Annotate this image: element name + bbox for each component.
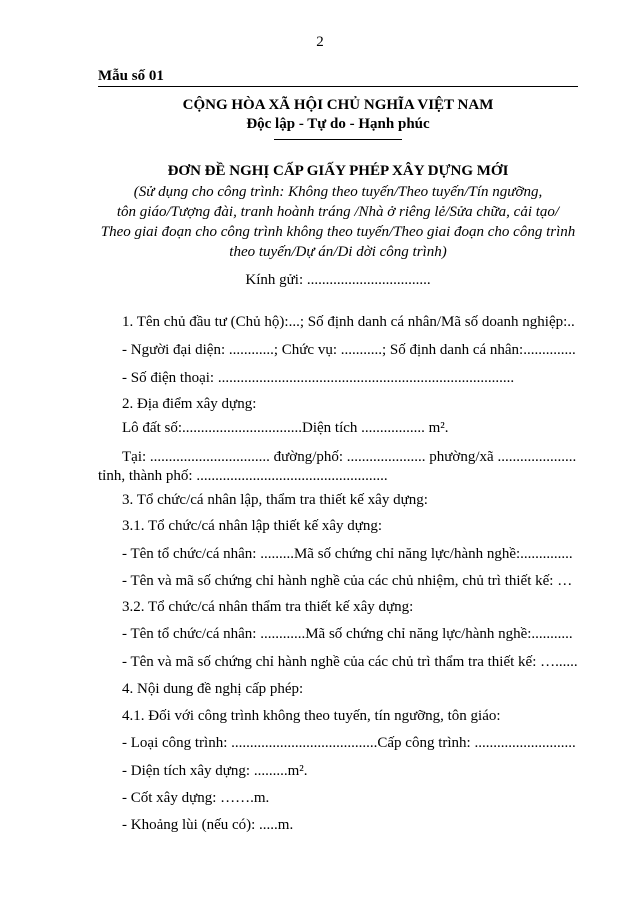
national-motto: Độc lập - Tự do - Hạnh phúc — [246, 116, 430, 132]
province-line: tỉnh, thành phố: ................................................... — [98, 468, 388, 484]
review-lead-line: - Tên và mã số chứng chỉ hành nghề của các chủ trì thẩm tra thiết kế: …...... — [122, 654, 578, 670]
national-title: CỘNG HÒA XÃ HỘI CHỦ NGHĨA VIỆT NAM — [182, 97, 494, 113]
construction-level-line: - Cốt xây dựng: …….m. — [122, 790, 270, 806]
reviewer-org-line: - Tên tổ chức/cá nhân: ............Mã số chứng chỉ năng lực/hành nghề:........... — [122, 626, 573, 642]
subtitle-line: tôn giáo/Tượng đài, tranh hoành tráng /Nhà ở riêng lẻ/Sửa chữa, cải tạo/ — [116, 204, 560, 220]
representative-line: - Người đại diện: ............; Chức vụ: ...........; Số định danh cá nhân:.............. — [122, 342, 576, 358]
design-lead-line: - Tên và mã số chứng chỉ hành nghề của các chủ nhiệm, chủ trì thiết kế: … — [122, 573, 573, 589]
section-4-heading: 4. Nội dung đề nghị cấp phép: — [122, 681, 304, 697]
section-3-heading: 3. Tổ chức/cá nhân lập, thẩm tra thiết kế xây dựng: — [122, 492, 428, 508]
lot-area-line: Lô đất số:................................Diện tích ................. m². — [122, 420, 449, 436]
document-subtitle — [0, 182, 640, 262]
setback-line: - Khoảng lùi (nếu có): .....m. — [122, 817, 294, 833]
phone-line: - Số điện thoại: ............................................................................... — [122, 370, 515, 386]
section-2-heading: 2. Địa điểm xây dựng: — [122, 396, 257, 412]
construction-area-line: - Diện tích xây dựng: .........m². — [122, 763, 308, 779]
recipient-line: Kính gửi: ................................. — [245, 272, 431, 288]
form-code: Mẫu số 01 — [98, 68, 164, 84]
investor-name-line: 1. Tên chủ đầu tư (Chủ hộ):...; Số định danh cá nhân/Mã số doanh nghiệp:.. — [122, 314, 575, 330]
header-divider — [98, 86, 578, 87]
motto-underline — [274, 139, 402, 140]
document-title: ĐƠN ĐỀ NGHỊ CẤP GIẤY PHÉP XÂY DỰNG MỚI — [167, 163, 509, 179]
page-number: 2 — [316, 34, 324, 50]
section-3-2-heading: 3.2. Tổ chức/cá nhân thẩm tra thiết kế xây dựng: — [122, 599, 414, 615]
section-4-1-heading: 4.1. Đối với công trình không theo tuyến, tín ngưỡng, tôn giáo: — [122, 708, 501, 724]
work-type-line: - Loại công trình: .......................................Cấp công trình: ........................... — [122, 735, 576, 751]
subtitle-line: (Sử dụng cho công trình: Không theo tuyến/Theo tuyến/Tín ngưỡng, — [133, 184, 543, 200]
subtitle-line: Theo giai đoạn cho công trình không theo tuyến/Theo giai đoạn cho công trình — [100, 224, 576, 240]
designer-org-line: - Tên tổ chức/cá nhân: .........Mã số chứng chỉ năng lực/hành nghề:.............. — [122, 546, 573, 562]
subtitle-line: theo tuyến/Dự án/Di dời công trình) — [229, 244, 447, 260]
address-line: Tại: ................................ đường/phố: ..................... phường/xã ..................... — [122, 449, 577, 465]
section-3-1-heading: 3.1. Tổ chức/cá nhân lập thiết kế xây dựng: — [122, 518, 383, 534]
